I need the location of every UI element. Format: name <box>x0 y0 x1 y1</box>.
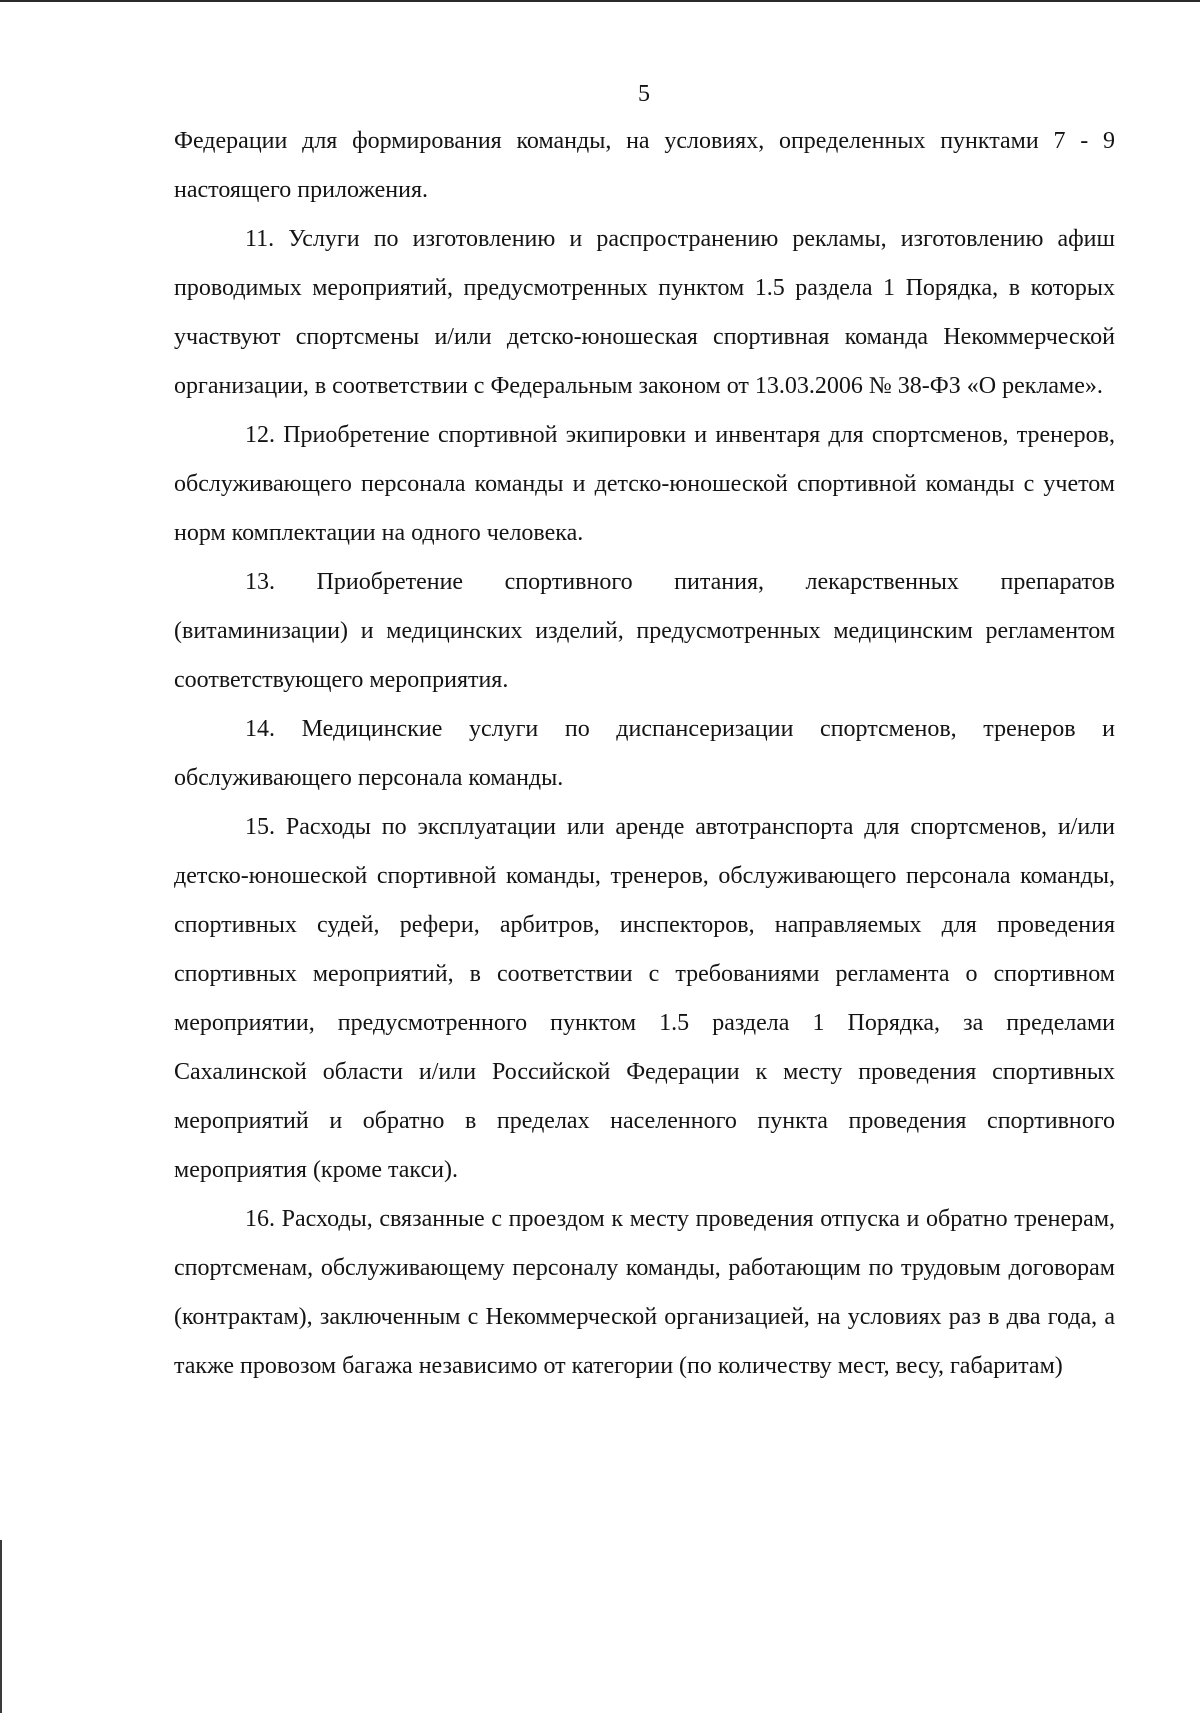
paragraph-16: 16. Расходы, связанные с проездом к месту проведения отпуска и обратно тренерам, спортсменам, обслуживающему персоналу команды, работающим по трудовым договорам (контрактам), заключенным с Некоммерческой организацией, на условиях раз в два года, а также провозом багажа независимо от категории (по количеству мест, весу, габаритам) <box>174 1206 1115 1379</box>
paragraph-13: 13. Приобретение спортивного питания, лекарственных препаратов (витаминизации) и медицинских изделий, предусмотренных медицинским регламентом соответствующего мероприятия. <box>174 569 1115 693</box>
paragraph-15: 15. Расходы по эксплуатации или аренде автотранспорта для спортсменов, и/или детско-юношеской спортивной команды, тренеров, обслуживающего персонала команды, спортивных судей, рефери, арбитров, инспекторов, направляемых для проведения спортивных мероприятий, в соответствии с требованиями регламента о спортивном мероприятии, предусмотренного пунктом 1.5 раздела 1 Порядка, за пределами Сахалинской области и/или Российской Федерации к месту проведения спортивных мероприятий и обратно в пределах населенного пункта проведения спортивного мероприятия (кроме такси). <box>174 814 1115 1183</box>
paragraph-11: 11. Услуги по изготовлению и распространению рекламы, изготовлению афиш проводимых мероприятий, предусмотренных пунктом 1.5 раздела 1 Порядка, в которых участвуют спортсмены и/или детско-юношеская спортивная команда Некоммерческой организации, в соответствии с Федеральным законом от 13.03.2006 № 38-ФЗ «О рекламе». <box>174 226 1115 399</box>
paragraph-12: 12. Приобретение спортивной экипировки и инвентаря для спортсменов, тренеров, обслуживающего персонала команды и детско-юношеской спортивной команды с учетом норм комплектации на одного человека. <box>174 422 1115 546</box>
scan-edge-left <box>0 1540 2 1713</box>
document-body <box>174 117 1115 1391</box>
page-number: 5 <box>638 81 650 107</box>
paragraph-14: 14. Медицинские услуги по диспансеризации спортсменов, тренеров и обслуживающего персонала команды. <box>174 716 1115 791</box>
paragraph-10-continued: Федерации для формирования команды, на условиях, определенных пунктами 7 - 9 настоящего приложения. <box>174 128 1115 203</box>
scan-edge-top <box>0 0 1200 2</box>
